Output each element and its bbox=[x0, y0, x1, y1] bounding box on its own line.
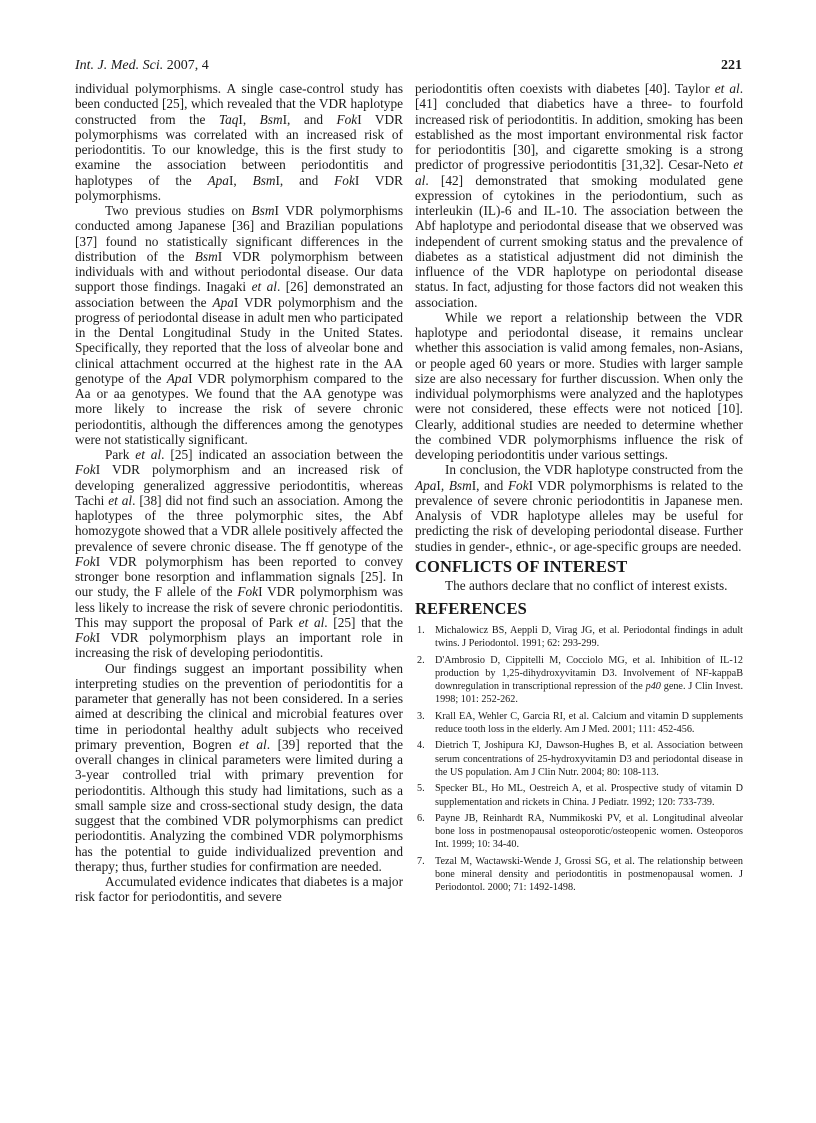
references-heading: REFERENCES bbox=[415, 599, 527, 618]
reference-number: 1. bbox=[417, 625, 425, 636]
right-column bbox=[415, 81, 743, 898]
left-column bbox=[75, 81, 403, 905]
reference-number: 6. bbox=[417, 812, 425, 824]
body-paragraph: Park et al. [25] indicated an association between the FokI VDR polymorphism and an increased risk of developing generalized aggressive periodontitis, whereas Tachi et al. [38] did not find such an association. Among the haplotypes of the three polymorphic sites, the Abf homozygote showed that a VDR allele positively affected the prevalence of severe chronic disease. The ff genotype of the FokI VDR polymorphism has been reported to convey stronger bone resorption and inflammation signals [25]. In our study, the F allele of the FokI VDR polymorphism was less likely to increase the risk of severe chronic periodontitis. This may support the proposal of Park et al. [25] that the FokI VDR polymorphism plays an important role in increasing the risk of developing periodontitis. bbox=[75, 447, 404, 661]
italic-term: Bsm bbox=[448, 477, 472, 493]
reference-list bbox=[415, 624, 743, 895]
italic-term: Fok bbox=[75, 462, 96, 478]
conflicts-heading: CONFLICTS OF INTEREST bbox=[415, 556, 628, 576]
italic-term: Bsm bbox=[194, 248, 218, 264]
italic-term: et al bbox=[298, 614, 325, 630]
italic-term: Taq bbox=[218, 111, 239, 127]
italic-term: Apa bbox=[212, 294, 234, 310]
reference-item: 1. Michalowicz BS, Aeppli D, Virag JG, et al. Periodontal findings in adult twins. J Periodontol. 1991; 62: 293-299. bbox=[417, 625, 743, 650]
italic-term: et al bbox=[108, 492, 133, 508]
italic-term: et al bbox=[251, 279, 277, 295]
italic-term: et al bbox=[415, 157, 743, 188]
italic-term: et al bbox=[239, 736, 267, 752]
italic-term: Bsm bbox=[252, 172, 276, 188]
reference-item: 3. Krall EA, Wehler C, Garcia RI, et al. Calcium and vitamin D supplements reduce tooth loss in the elderly. Am J Med. 2001; 111: 452-456. bbox=[417, 710, 743, 736]
journal-name: Int. J. Med. Sci. bbox=[75, 58, 164, 73]
italic-term: Bsm bbox=[251, 203, 275, 218]
body-paragraph: While we report a relationship between the VDR haplotype and periodontal disease, it remains unclear whether this association is valid among females, non-Asians, or people aged 60 years or more. Studies with larger sample size are also necessary for further discussion. When only the individual polymorphisms were analyzed and the haplotypes were not considered, these effects were not noticed [10]. Clearly, additional studies are needed to determine whether the combined VDR polymorphisms influence the risk of developing periodontitis under various settings. bbox=[415, 309, 743, 462]
italic-term: Fok bbox=[75, 553, 96, 569]
italic-term: Fok bbox=[237, 584, 259, 600]
reference-number: 3. bbox=[417, 710, 425, 722]
reference-number: 5. bbox=[417, 783, 425, 795]
journal-year-volume: 2007, 4 bbox=[166, 58, 209, 73]
italic-term: Fok bbox=[507, 477, 529, 493]
page-number: 221 bbox=[721, 58, 742, 73]
body-paragraph: Our findings suggest an important possibility when interpreting studies on the prevention of periodontitis for a parameter that generally has not been considered. In a series aimed at describing the clinical and microbial features over time in periodontal healthy adult subjects who received primary prevention, Bogren et al. [39] reported that the overall changes in clinical parameters were limited during a 3-year controlled trial with primary prevention for periodontitis. Although this study had limitations, such as a small sample size and cross-sectional study design, the data suggest that the combined VDR polymorphisms can predict periodontitis. Analyzing the combined VDR polymorphisms has the potential to guide individualized prevention and therapy; thus, further studies for confirmation are needed. bbox=[75, 660, 403, 874]
italic-term: Bsm bbox=[259, 111, 283, 127]
body-paragraph: Accumulated evidence indicates that diabetes is a major risk factor for periodontitis, and severe bbox=[75, 874, 403, 905]
body-paragraph: periodontitis often coexists with diabetes [40]. Taylor et al. [41] concluded that diabetics have a three- to fourfold increased risk of periodontitis. In addition, smoking has been established as the most important environmental risk factor for periodontitis [30], and cigarette smoking is a strong predictor of progressive periodontitis [31,32]. Cesar-Neto et al. [42] demonstrated that smoking modulated gene expression of cytokines in the periodontium, such as interleukin (IL)-6 and IL-10. The association between the Abf haplotype and periodontal disease that we observed was independent of current smoking status and the prevalence of diabetes as a statistical adjustment did not diminish the influence of the VDR haplotype on periodontal disease status. In fact, adjusting for those factors did not weaken this association. bbox=[415, 81, 744, 310]
reference-item: 6. Payne JB, Reinhardt RA, Nummikoski PV, et al. Longitudinal alveolar bone loss in postmenopausal osteoporotic/osteopenic women. Osteoporos Int. 1999; 10: 34-40. bbox=[417, 812, 743, 851]
italic-term: et al bbox=[714, 81, 740, 96]
reference-item: 5. Specker BL, Ho ML, Oestreich A, et al. Prospective study of vitamin D supplementation and rickets in China. J Pediatr. 1992; 120: 733-739. bbox=[417, 783, 743, 808]
right-column-body bbox=[415, 81, 743, 554]
italic-term: et al bbox=[135, 447, 162, 462]
italic-term: p40 bbox=[645, 681, 661, 693]
left-column-body bbox=[75, 81, 403, 905]
conflicts-text: The authors declare that no conflict of interest exists. bbox=[445, 577, 728, 593]
italic-term: Apa bbox=[415, 477, 437, 493]
body-paragraph: individual polymorphisms. A single case-control study has been conducted [25], which revealed that the VDR haplotype constructed from the TaqI, BsmI, and FokI VDR polymorphisms was correlated with an increased risk of periodontitis. To our knowledge, this is the first study to examine the association between periodontitis and haplotypes of the ApaI, BsmI, and FokI VDR polymorphisms. bbox=[75, 81, 403, 203]
body-paragraph: Two previous studies on BsmI VDR polymorphisms conducted among Japanese [36] and Brazilian populations [37] found no statistically significant differences in the distribution of the BsmI VDR polymorphism between individuals with and without periodontal disease. Our data support those findings. Inagaki et al. [26] demonstrated an association between the ApaI VDR polymorphism and the progress of periodontal disease in adult men who participated in the Dental Longitudinal Study in the United States. Specifically, they reported that the loss of alveolar bone and clinical attachment occurred at the highest rate in the AA genotype of the ApaI VDR polymorphism compared to the Aa or aa genotypes. We found that the AA genotype was more likely to increase the risk of severe chronic periodontitis, although the differences among the genotypes were not statistically significant. bbox=[75, 203, 403, 447]
reference-number: 7. bbox=[417, 855, 425, 867]
reference-number: 2. bbox=[417, 654, 425, 666]
italic-term: Apa bbox=[166, 370, 189, 386]
italic-term: Fok bbox=[336, 111, 358, 127]
reference-item: 7. Tezal M, Wactawski-Wende J, Grossi SG, et al. The relationship between bone mineral density and periodontitis in postmenopausal women. J Periodontol. 2000; 71: 1492-1498. bbox=[417, 855, 743, 894]
reference-item: 4. Dietrich T, Joshipura KJ, Dawson-Hughes B, et al. Association between serum concentrations of 25-hydroxyvitamin D3 and periodontal disease in the US population. Am J Clin Nutr. 2004; 80: 108-113. bbox=[417, 740, 743, 778]
italic-term: Apa bbox=[207, 172, 229, 188]
reference-item: 2. D'Ambrosio D, Cippitelli M, Cocciolo MG, et al. Inhibition of IL-12 production by 1,25-dihydroxyvitamin D3. Involvement of NF-kappaB downregulation in transcriptional repression of the p40 gene. J Clin Invest. 1998; 101: 252-262. bbox=[417, 654, 743, 706]
body-paragraph: In conclusion, the VDR haplotype constructed from the ApaI, BsmI, and FokI VDR polymorphisms is related to the prevalence of severe chronic periodontitis in Japanese men. Analysis of VDR haplotype alleles may be useful for predicting the risk of developing periodontal disease. Further studies in gender-, ethnic-, or age-specific groups are needed. bbox=[415, 462, 744, 554]
reference-number: 4. bbox=[417, 740, 425, 752]
italic-term: Fok bbox=[75, 630, 96, 645]
italic-term: Fok bbox=[334, 172, 355, 188]
running-header bbox=[75, 58, 209, 74]
